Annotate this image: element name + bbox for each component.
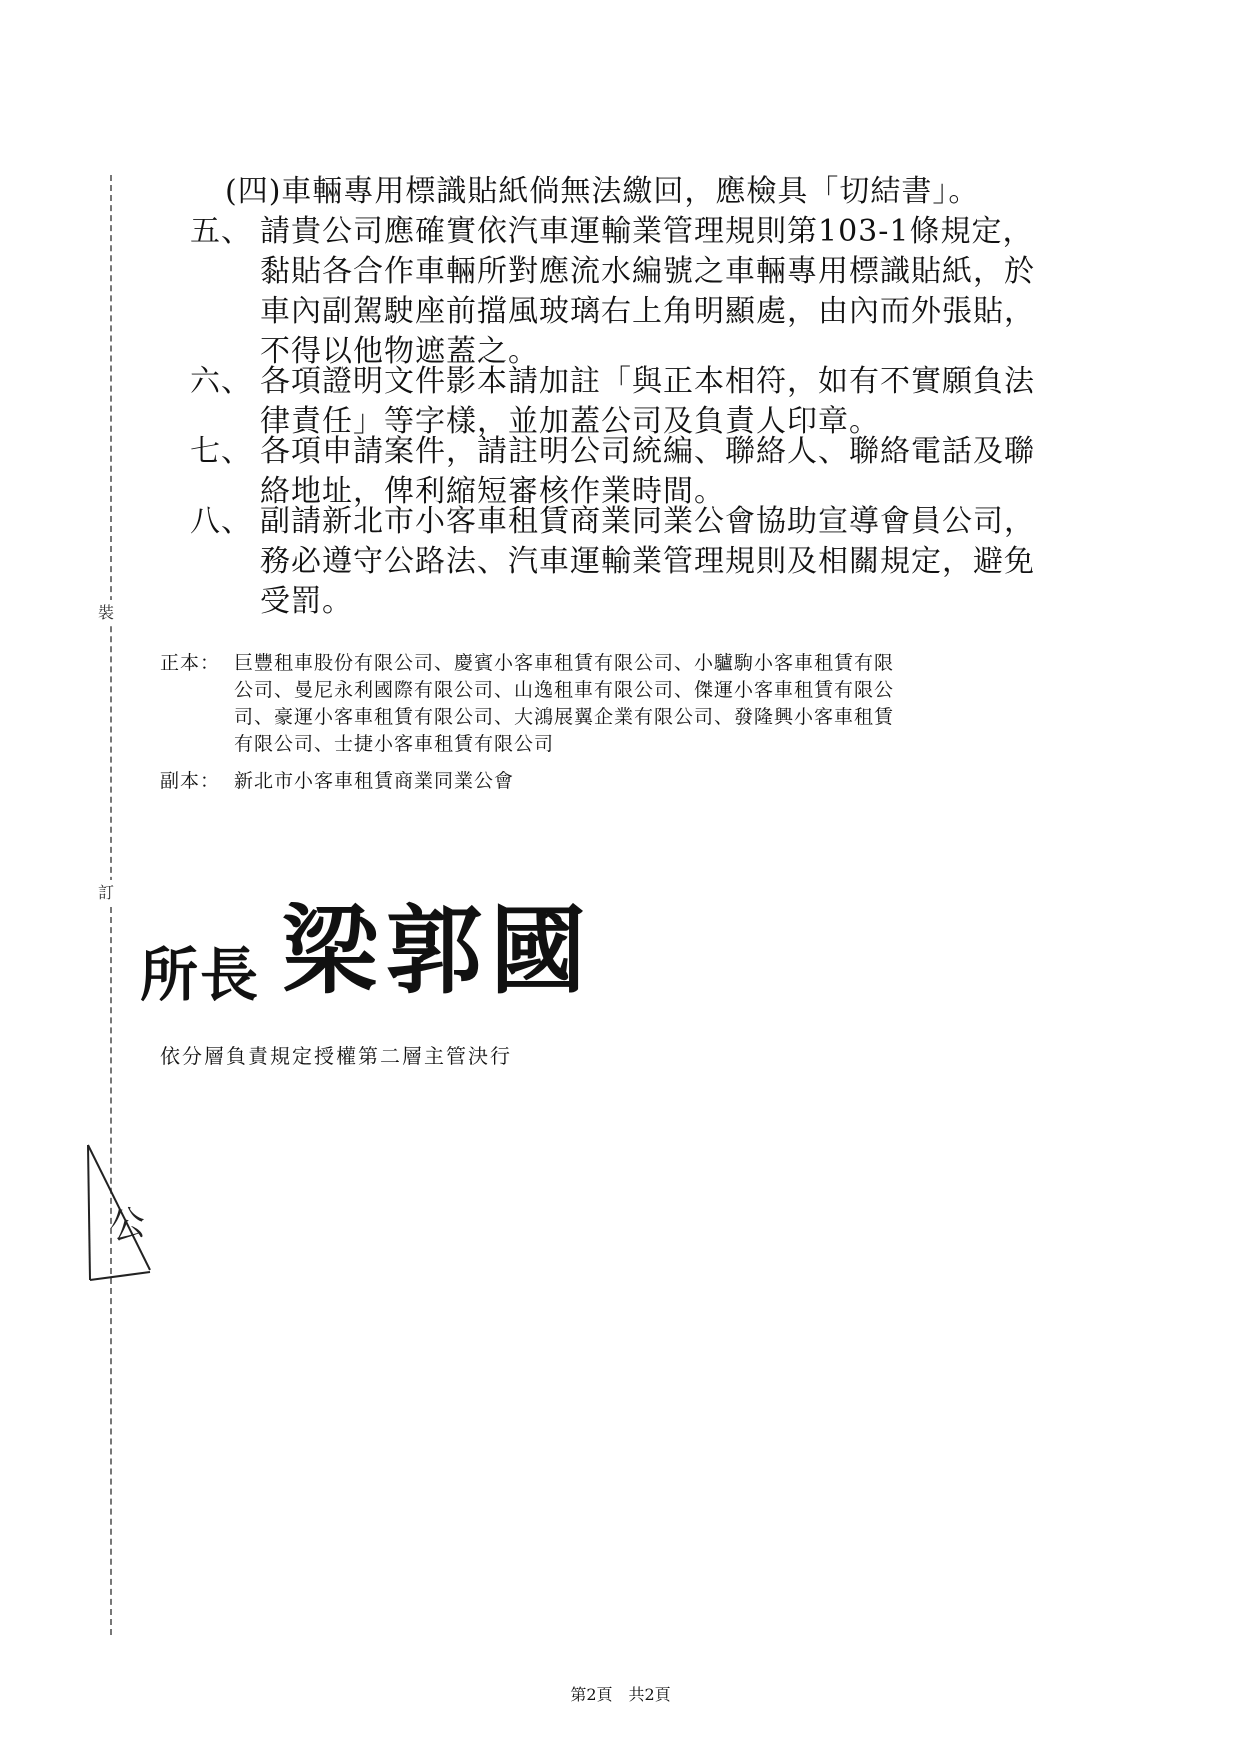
text-line: 不得以他物遮蓋之。 [260,334,539,369]
recipient-line: 司、豪運小客車租賃有限公司、大鴻展翼企業有限公司、發隆興小客車租賃 [234,706,895,728]
item-number: 六、 [190,364,252,399]
text-line: (四)車輛專用標識貼紙倘無法繳回，應檢具「切結書」。 [225,174,980,209]
recipient-line: 有限公司、士捷小客車租賃有限公司 [234,733,555,755]
text-line: 務必遵守公路法、汽車運輸業管理規則及相關規定，避免 [260,544,1035,579]
item-7 [190,432,1110,512]
text-line: 絡地址，俾利縮短審核作業時間。 [260,474,725,509]
recipient-line: 巨豐租車股份有限公司、慶賓小客車租賃有限公司、小驢駒小客車租賃有限 [234,652,895,674]
signature-title: 所長 [140,941,261,1009]
binding-mark-top: 裝 [98,600,114,623]
signature-name: 梁郭國 [282,894,595,1007]
recipients-copy [160,768,1080,795]
text-line: 各項申請案件，請註明公司統編、聯絡人、聯絡電話及聯 [260,434,1035,469]
item-5 [190,212,1110,372]
stamp-text: 公 [106,1202,149,1249]
binding-mark-bottom: 訂 [98,880,114,903]
binding-line [110,175,112,1635]
page-number: 第2頁 共2頁 [570,1685,671,1704]
authorization-note: 依分層負責規定授權第二層主管決行 [160,1044,512,1068]
text-line: 律責任」等字樣，並加蓋公司及負責人印章。 [260,404,880,439]
main-recipient-label: 正本： [160,652,221,674]
recipients-main [160,650,1080,758]
text-line: 黏貼各合作車輛所對應流水編號之車輛專用標識貼紙，於 [260,254,1035,289]
item-number: 五、 [190,214,252,249]
sub-item-4 [225,172,1125,212]
item-8 [190,502,1110,622]
text-line: 請貴公司應確實依汽車運輸業管理規則第103-1條規定， [260,214,1034,249]
text-line: 車內副駕駛座前擋風玻璃右上角明顯處，由內而外張貼， [260,294,1035,329]
item-number: 八、 [190,504,252,539]
signature-block [140,875,594,1012]
item-number: 七、 [190,434,252,469]
text-line: 各項證明文件影本請加註「與正本相符，如有不實願負法 [260,364,1035,399]
recipient-line: 新北市小客車租賃商業同業公會 [234,770,515,792]
item-6 [190,362,1110,442]
text-line: 受罰。 [260,584,353,619]
text-line: 副請新北市小客車租賃商業同業公會協助宣導會員公司， [260,504,1035,539]
recipient-line: 公司、曼尼永利國際有限公司、山逸租車有限公司、傑運小客車租賃有限公 [234,679,895,701]
copy-recipient-label: 副本： [160,770,221,792]
seal-stamp [70,1140,160,1300]
